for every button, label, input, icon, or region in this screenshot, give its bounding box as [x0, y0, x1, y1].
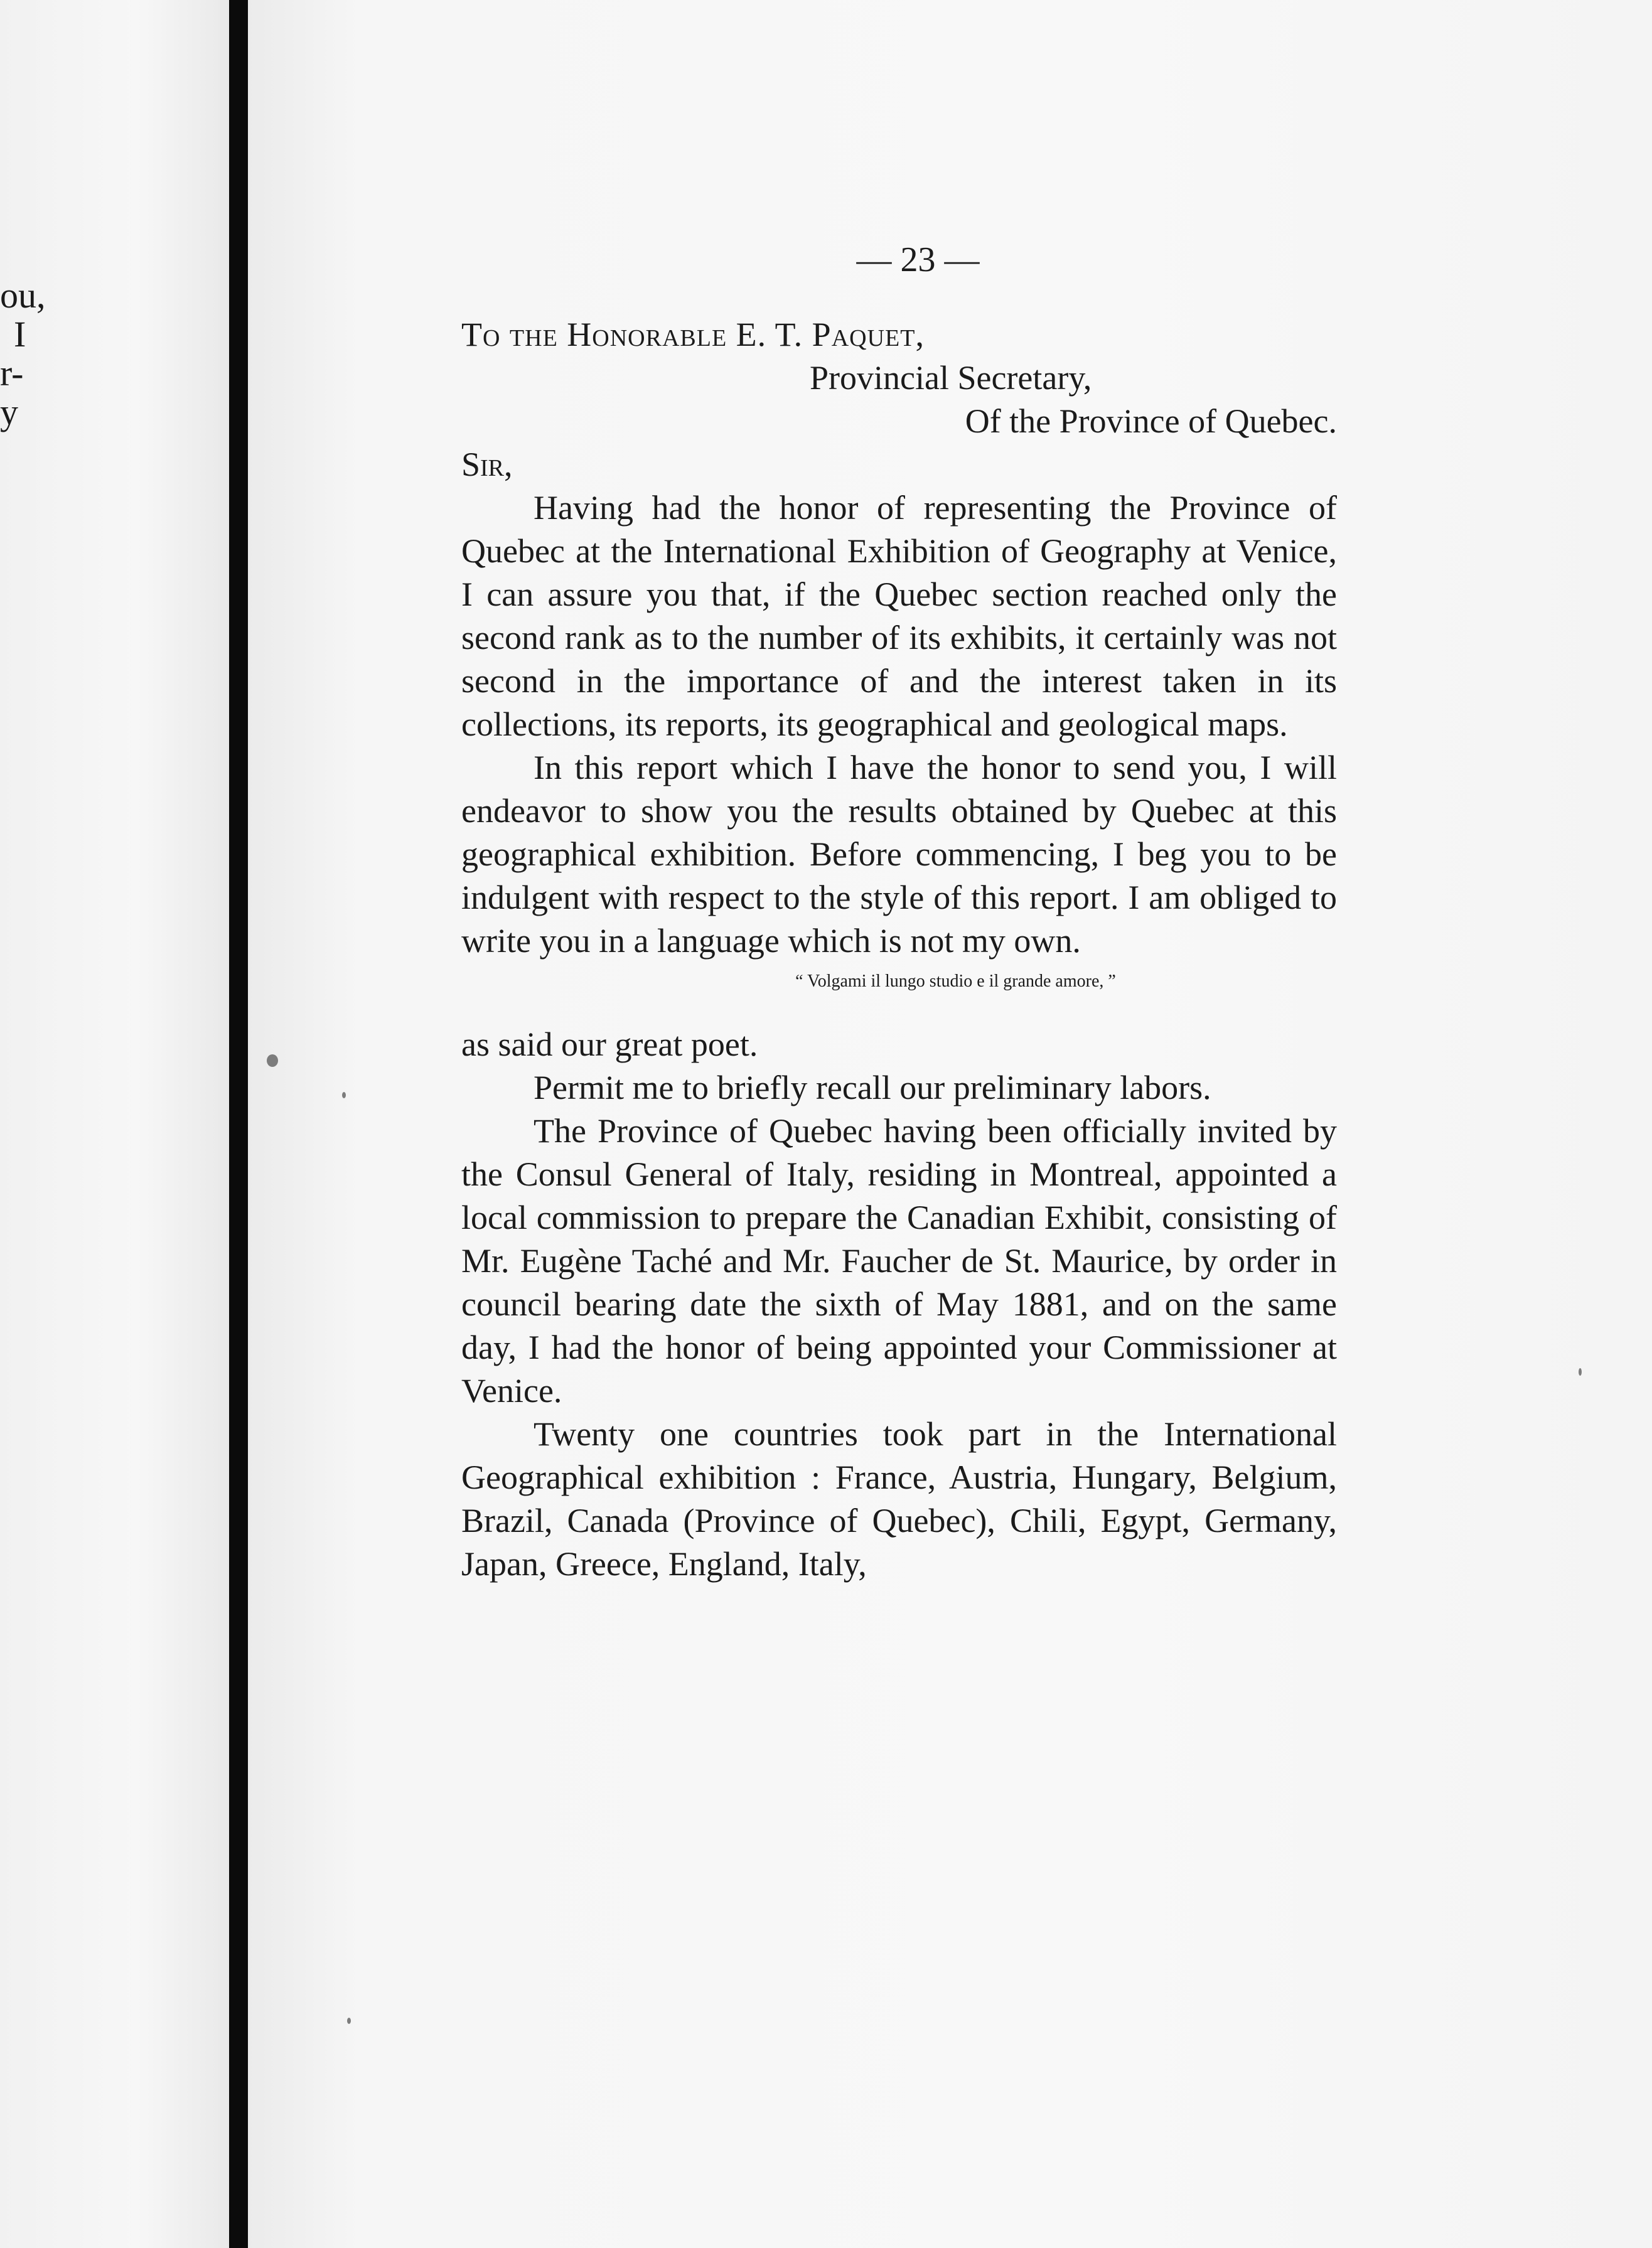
address-recipient: To the Honorable E. T. Paquet,: [461, 316, 925, 353]
left-fragment: I: [14, 314, 26, 355]
paper-speck: [342, 1092, 346, 1098]
left-fragment: ou,: [0, 275, 46, 316]
paragraph-2: In this report which I have the honor to send you, I will endeavor to show you the results obtained by Quebec at this geographical exhibition. Before commencing, I beg you to be indulgent with respect to the style of this report. I am obliged to write you in a language which is not my own.: [461, 749, 1337, 960]
book-spine-shadow: [229, 0, 248, 2248]
address-province: Of the Province of Quebec.: [965, 402, 1337, 440]
italian-quote: “ Volgami il lungo studio e il grande amore, ”: [795, 971, 1116, 991]
paper-speck: [1579, 1368, 1582, 1376]
address-title: Provincial Secretary,: [810, 359, 1092, 397]
page-number: — 23 —: [856, 240, 980, 279]
paper-speck: [267, 1054, 278, 1067]
left-fragment: r-: [0, 353, 24, 393]
paragraph-1: Having had the honor of representing the Province of Quebec at the International Exhibition of Geography at Venice, I can assure you that, if the Quebec section reached only the second rank as to the number of its exhibits, it certainly was not second in the importance of and the interest taken in its collections, its reports, its geographical and geological maps.: [461, 489, 1337, 743]
left-page-edge: [0, 0, 229, 2248]
paper-speck: [347, 2018, 351, 2024]
paragraph-6: Twenty one countries took part in the International Geographical exhibition : France, Austria, Hungary, Belgium, Brazil, Canada (Province of Quebec), Chili, Egypt, Germany, Japan, Greece, England, Italy,: [461, 1415, 1337, 1583]
salutation: Sir,: [461, 446, 513, 483]
paragraph-3: as said our great poet.: [461, 1025, 758, 1063]
paragraph-4: Permit me to briefly recall our preliminary labors.: [534, 1069, 1211, 1106]
paragraph-5: The Province of Quebec having been officially invited by the Consul General of Italy, residing in Montreal, appointed a local commission to prepare the Canadian Exhibit, consisting of Mr. Eugène Taché and Mr. Faucher de St. Maurice, by order in council bearing date the sixth of May 1881, and on the same day, I had the honor of being appointed your Commissioner at Venice.: [461, 1112, 1337, 1410]
left-fragment: y: [0, 392, 18, 432]
page-content: [461, 238, 1337, 1586]
left-page-text-fragments: [0, 276, 46, 432]
